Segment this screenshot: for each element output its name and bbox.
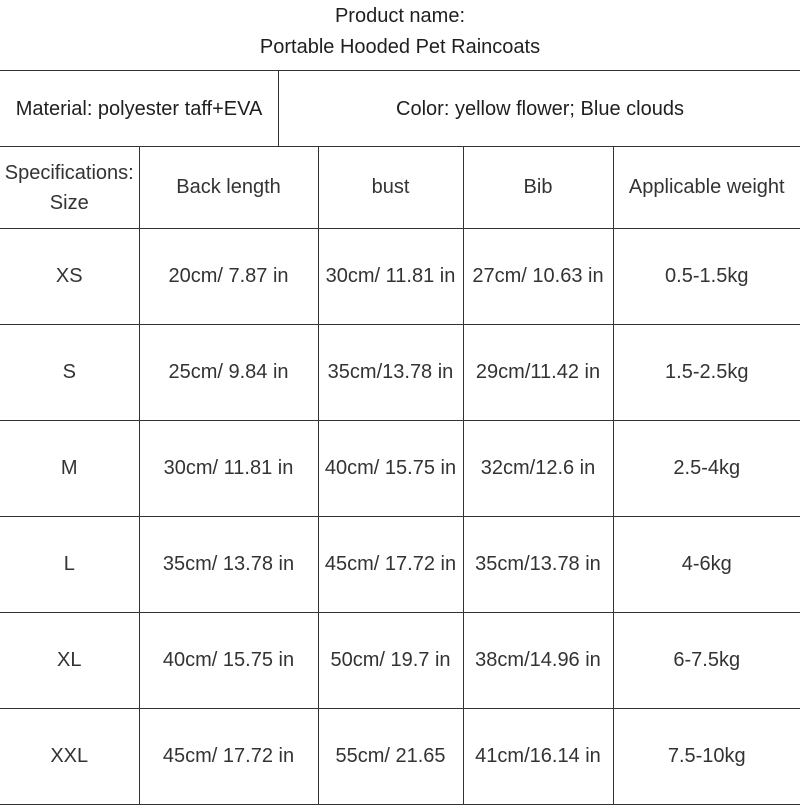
color-cell: Color: yellow flower; Blue clouds <box>396 97 684 120</box>
back-length-cell: 40cm/ 15.75 in <box>139 613 318 709</box>
header-bust: bust <box>318 147 463 229</box>
header-spec-line2: Size <box>49 191 89 214</box>
bust-cell: 45cm/ 17.72 in <box>318 517 463 613</box>
bust-cell: 55cm/ 21.65 <box>318 709 463 805</box>
table-row <box>0 517 800 613</box>
table-row <box>0 421 800 517</box>
size-spec-table <box>0 146 800 805</box>
weight-cell: 7.5-10kg <box>613 709 800 805</box>
table-header-row <box>0 147 800 229</box>
weight-cell: 1.5-2.5kg <box>613 325 800 421</box>
bib-cell: 41cm/16.14 in <box>463 709 613 805</box>
size-cell: XXL <box>0 709 139 805</box>
weight-cell: 4-6kg <box>613 517 800 613</box>
size-cell: M <box>0 421 139 517</box>
bib-cell: 27cm/ 10.63 in <box>463 229 613 325</box>
table-row <box>0 613 800 709</box>
weight-cell: 2.5-4kg <box>613 421 800 517</box>
weight-cell: 6-7.5kg <box>613 613 800 709</box>
size-cell: XL <box>0 613 139 709</box>
header-specifications-size <box>0 147 139 229</box>
table-row <box>0 325 800 421</box>
bib-cell: 35cm/13.78 in <box>463 517 613 613</box>
weight-cell: 0.5-1.5kg <box>613 229 800 325</box>
header-applicable-weight: Applicable weight <box>613 147 800 229</box>
info-row <box>0 70 800 147</box>
bib-cell: 32cm/12.6 in <box>463 421 613 517</box>
product-title <box>0 0 800 70</box>
header-back-length: Back length <box>139 147 318 229</box>
back-length-cell: 45cm/ 17.72 in <box>139 709 318 805</box>
product-name-label: Product name: <box>334 5 466 27</box>
bust-cell: 40cm/ 15.75 in <box>318 421 463 517</box>
back-length-cell: 25cm/ 9.84 in <box>139 325 318 421</box>
size-cell: S <box>0 325 139 421</box>
bust-cell: 30cm/ 11.81 in <box>318 229 463 325</box>
header-bib: Bib <box>463 147 613 229</box>
back-length-cell: 35cm/ 13.78 in <box>139 517 318 613</box>
product-name-value: Portable Hooded Pet Raincoats <box>259 36 541 58</box>
bust-cell: 35cm/13.78 in <box>318 325 463 421</box>
back-length-cell: 20cm/ 7.87 in <box>139 229 318 325</box>
bust-cell: 50cm/ 19.7 in <box>318 613 463 709</box>
table-row <box>0 229 800 325</box>
bib-cell: 38cm/14.96 in <box>463 613 613 709</box>
material-cell: Material: polyester taff+EVA <box>0 71 279 147</box>
table-row <box>0 709 800 805</box>
header-spec-line1: Specifications: <box>4 161 134 184</box>
back-length-cell: 30cm/ 11.81 in <box>139 421 318 517</box>
bib-cell: 29cm/11.42 in <box>463 325 613 421</box>
size-cell: XS <box>0 229 139 325</box>
size-cell: L <box>0 517 139 613</box>
